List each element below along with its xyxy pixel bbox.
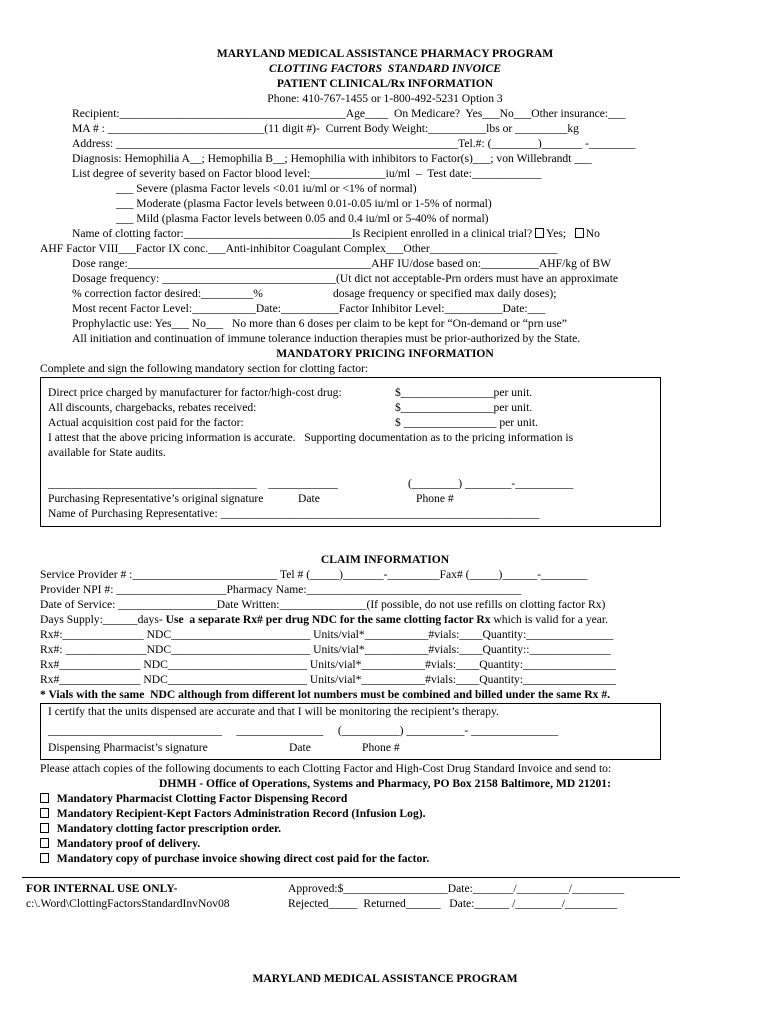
purchasing-phone-label: Phone #: [416, 492, 454, 505]
footer-title: MARYLAND MEDICAL ASSISTANCE PROGRAM: [252, 972, 518, 985]
mailing-address: DHMH - Office of Operations, Systems and Pharmacy, PO Box 2158 Baltimore, MD 21201:: [159, 777, 611, 790]
document-path: c:\.Word\ClottingFactorsStandardInvNov08: [26, 897, 230, 910]
prophylactic-use-line[interactable]: Prophylactic use: Yes___ No___ No more than 6 doses per claim to be kept for “On-demand or “prn use”: [72, 317, 567, 330]
discounts-label: All discounts, chargebacks, rebates received:: [48, 401, 257, 414]
days-supply-field[interactable]: Days Supply:______days-: [40, 613, 166, 626]
attach-checkbox-4[interactable]: [40, 838, 49, 848]
clotting-factor-name-label[interactable]: Name of clotting factor:_____________________________Is Recipient enrolled in a clinical trial?: [72, 227, 533, 240]
correction-factor-line[interactable]: % correction factor desired:_________%: [72, 287, 263, 300]
rx-row-3[interactable]: Rx#______________ NDC________________________ Units/vial*___________#vials:____Quantity:________________: [40, 658, 616, 671]
pricing-intro: Complete and sign the following mandatory section for clotting factor:: [40, 362, 369, 375]
attach-item: [40, 792, 347, 806]
immune-tolerance-note: All initiation and continuation of immune tolerance induction therapies must be prior-authorized by the State.: [72, 332, 581, 345]
certification-text: I certify that the units dispensed are accurate and that I will be monitoring the recipient’s therapy.: [48, 705, 499, 718]
section-heading-clinical: PATIENT CLINICAL/Rx INFORMATION: [276, 77, 494, 90]
approved-line[interactable]: Approved:$__________________Date:_______/_________/_________: [288, 882, 625, 895]
internal-use-label: FOR INTERNAL USE ONLY-: [26, 882, 178, 895]
form-subtitle: CLOTTING FACTORS STANDARD INVOICE: [269, 62, 501, 75]
ma-number-line[interactable]: MA # : ___________________________(11 digit #)- Current Body Weight:__________lbs or _________kg: [72, 122, 579, 135]
pharmacist-date-label: Date: [289, 741, 311, 754]
divider: [22, 877, 680, 878]
dose-range-line[interactable]: Dose range:__________________________________________AHF IU/dose based on:__________AHF/kg of BW: [72, 257, 612, 270]
ahf-factor-line[interactable]: AHF Factor VIII___Factor IX conc.___Anti-inhibitor Coagulant Complex___Other______________________: [40, 242, 558, 255]
attach-item-2-label: Mandatory Recipient-Kept Factors Administration Record (Infusion Log).: [56, 807, 426, 820]
program-phone: Phone: 410-767-1455 or 1-800-492-5231 Option 3: [267, 92, 503, 105]
attach-item: [40, 822, 281, 836]
recent-factor-level-line[interactable]: Most recent Factor Level:___________Date:__________Factor Inhibitor Level:__________Date:___: [72, 302, 545, 315]
attach-item-3-label: Mandatory clotting factor prescription order.: [56, 822, 282, 835]
direct-price-field[interactable]: $________________per unit.: [395, 386, 533, 399]
attach-checkbox-1[interactable]: [40, 793, 49, 803]
discounts-field[interactable]: $________________per unit.: [395, 401, 533, 414]
attach-item-1-label: Mandatory Pharmacist Clotting Factor Dispensing Record: [56, 792, 348, 805]
clinical-trial-yes-checkbox[interactable]: [535, 228, 544, 238]
diagnosis-line[interactable]: Diagnosis: Hemophilia A__; Hemophilia B__; Hemophilia with inhibitors to Factor(s)___; von Willebrandt ___: [72, 152, 592, 165]
rx-row-4[interactable]: Rx#______________ NDC________________________ Units/vial*___________#vials:____Quantity:________________: [40, 673, 616, 686]
attach-item: [40, 837, 200, 851]
correction-factor-note: dosage frequency or specified max daily doses);: [333, 287, 557, 300]
attestation-line-1: I attest that the above pricing information is accurate. Supporting documentation as to the pricing information is: [48, 431, 574, 444]
purchasing-signature-label: Purchasing Representative’s original signature: [48, 492, 264, 505]
rejected-line[interactable]: Rejected_____ Returned______ Date:______ /________/_________: [288, 897, 618, 910]
purchasing-signature-field[interactable]: ____________________________________ ____________: [48, 477, 338, 490]
pharmacist-phone-label: Phone #: [362, 741, 400, 754]
purchasing-phone-field[interactable]: (________) ________-__________: [408, 477, 574, 490]
recipient-line[interactable]: Recipient:_______________________________________Age____ On Medicare? Yes___No___Other insurance:___: [72, 107, 626, 120]
attach-item: [40, 807, 426, 821]
purchasing-rep-name-line[interactable]: Name of Purchasing Representative: _______________________________________________________: [48, 507, 540, 520]
attach-checkbox-3[interactable]: [40, 823, 49, 833]
pharmacist-signature-field[interactable]: ______________________________ _______________ (__________) __________- _______________: [48, 724, 559, 737]
attach-intro: Please attach copies of the following documents to each Clotting Factor and High-Cost Drug Standard Invoice and send to:: [40, 762, 612, 775]
claim-heading: CLAIM INFORMATION: [320, 553, 450, 566]
direct-price-label: Direct price charged by manufacturer for factor/high-cost drug:: [48, 386, 342, 399]
attach-checkbox-2[interactable]: [40, 808, 49, 818]
purchasing-date-label: Date: [298, 492, 320, 505]
clotting-factor-name-line: [72, 227, 600, 241]
severity-severe[interactable]: ___ Severe (plasma Factor levels <0.01 iu/ml or <1% of normal): [116, 182, 417, 195]
attach-checkbox-5[interactable]: [40, 853, 49, 863]
address-line[interactable]: Address: ___________________________________________________________Tel.#: (________)_______ -________: [72, 137, 636, 150]
service-provider-line[interactable]: Service Provider # :_________________________ Tel # (_____)_______-_________Fax# (_____)______-________: [40, 568, 588, 581]
provider-npi-line[interactable]: Provider NPI #: ___________________Pharmacy Name:_____________________________________: [40, 583, 522, 596]
severity-line[interactable]: List degree of severity based on Factor blood level:_____________iu/ml – Test date:____________: [72, 167, 542, 180]
pharmacist-signature-label: Dispensing Pharmacist’s signature: [48, 741, 208, 754]
form-title: MARYLAND MEDICAL ASSISTANCE PHARMACY PROGRAM: [216, 47, 554, 60]
vials-note: * Vials with the same NDC although from different lot numbers must be combined and billed under the same Rx #.: [40, 688, 611, 701]
attach-item-4-label: Mandatory proof of delivery.: [56, 837, 201, 850]
attach-item-5-label: Mandatory copy of purchase invoice showing direct cost paid for the factor.: [56, 852, 430, 865]
rx-row-1[interactable]: Rx#:______________ NDC________________________ Units/vial*___________#vials:____Quantity:_______________: [40, 628, 614, 641]
acquisition-cost-label: Actual acquisition cost paid for the factor:: [48, 416, 244, 429]
clinical-trial-yes-label: Yes;: [546, 227, 567, 240]
rx-row-2[interactable]: Rx#: ______________NDC________________________ Units/vial*___________#vials:____Quantity::______________: [40, 643, 611, 656]
attestation-line-2: available for State audits.: [48, 446, 166, 459]
dosage-frequency-line[interactable]: Dosage frequency: ______________________________(Ut dict not acceptable-Prn orders must have an approximate: [72, 272, 619, 285]
severity-moderate[interactable]: ___ Moderate (plasma Factor levels between 0.01-0.05 iu/ml or 1-5% of normal): [116, 197, 492, 210]
clinical-trial-no-checkbox[interactable]: [575, 228, 584, 238]
acquisition-cost-field[interactable]: $ ________________ per unit.: [395, 416, 538, 429]
pricing-heading: MANDATORY PRICING INFORMATION: [276, 347, 494, 360]
attach-item: [40, 852, 429, 866]
separate-rx-note: Use a separate Rx# per drug NDC for the same clotting factor Rx: [165, 613, 491, 626]
severity-mild[interactable]: ___ Mild (plasma Factor levels between 0.05 and 0.4 iu/ml or 5-40% of normal): [116, 212, 489, 225]
validity-note: which is valid for a year.: [490, 613, 609, 626]
clinical-trial-no-label: No: [585, 227, 600, 240]
date-of-service-line[interactable]: Date of Service: _________________Date Written:_______________(If possible, do not use refills on clotting factor Rx): [40, 598, 606, 611]
days-supply-line[interactable]: [40, 613, 608, 627]
